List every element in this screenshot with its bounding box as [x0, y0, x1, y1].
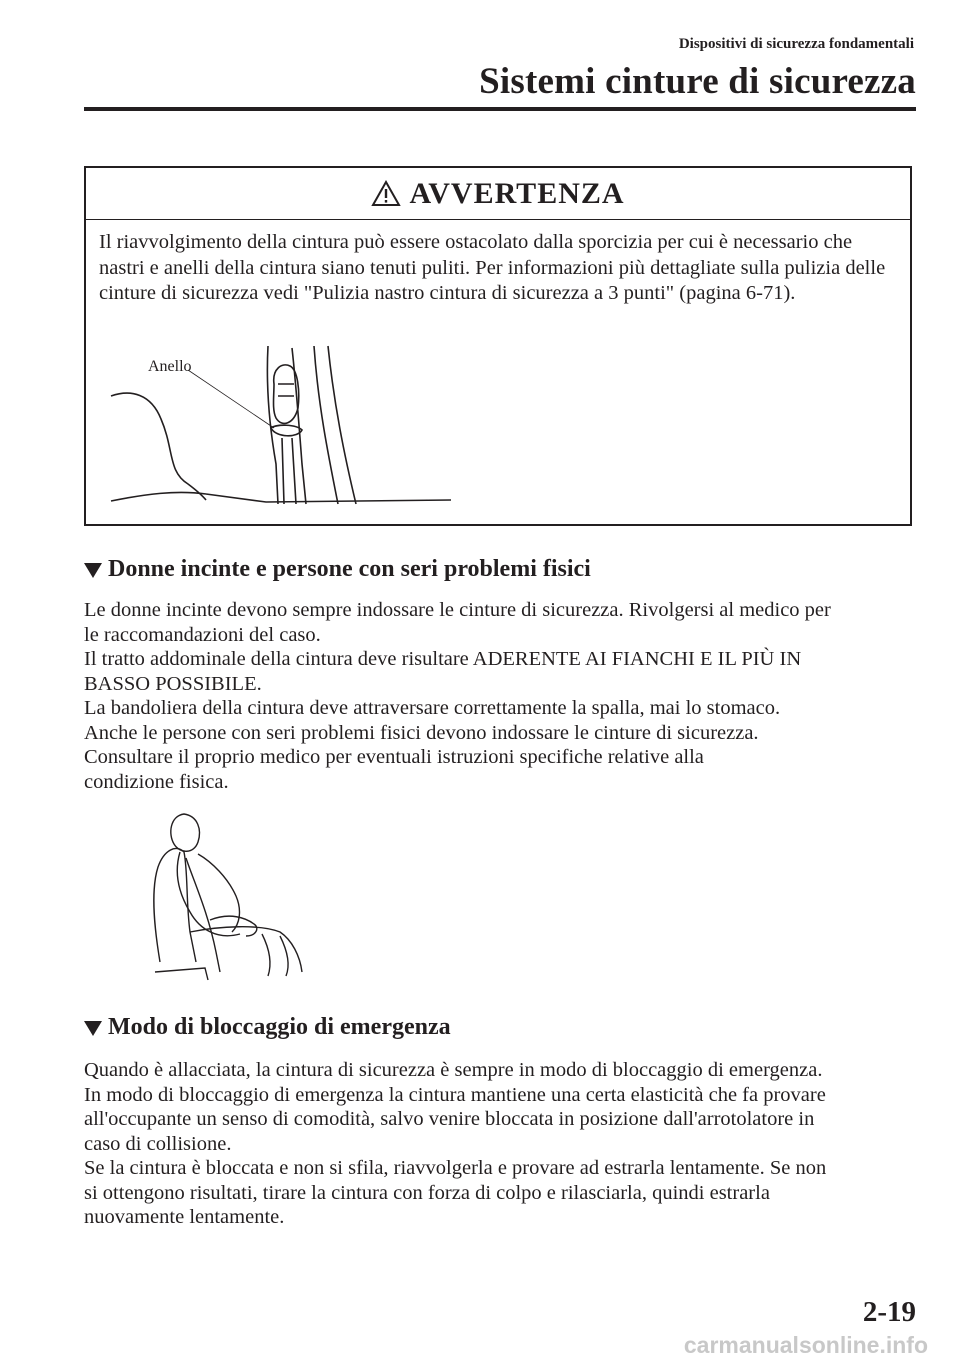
text-line: In modo di bloccaggio di emergenza la cintura mantiene una certa elasticità che fa provare [84, 1083, 826, 1106]
watermark: carmanualsonline.info [683, 1332, 928, 1358]
text-line: BASSO POSSIBILE. [84, 672, 262, 695]
section2-body [84, 1058, 924, 1230]
text-line: Anche le persone con seri problemi fisici devono indossare le cinture di sicurezza. [84, 721, 759, 744]
section1-body [84, 598, 924, 794]
page-number: 2-19 [862, 1296, 916, 1328]
section-heading-pregnant [84, 556, 591, 583]
warning-text: Il riavvolgimento della cintura può essere ostacolato dalla sporcizia per cui è necessario che nastri e anelli della cintura siano tenuti puliti. Per informazioni più dettagliate sulla pulizia delle cinture di sicurezza vedi "Pulizia nastro cintura di sicurezza a 3 punti" (pagina 6-71). [99, 231, 886, 304]
triangle-bullet-icon [84, 1021, 102, 1036]
warning-title: AVVERTENZA [409, 176, 625, 210]
text-line: Quando è allacciata, la cintura di sicurezza è sempre in modo di bloccaggio di emergenza. [84, 1059, 823, 1081]
text-line: all'occupante un senso di comodità, salvo venire bloccata in posizione dall'arrotolatore in [84, 1108, 815, 1130]
warning-header [86, 168, 910, 220]
text-line: Le donne incinte devono sempre indossare le cinture di sicurezza. Rivolgersi al medico per [84, 599, 831, 621]
header-subtitle: Dispositivi di sicurezza fondamentali [678, 36, 914, 52]
text-line: nuovamente lentamente. [84, 1206, 285, 1228]
text-line: Consultare il proprio medico per eventuali istruzioni specifiche relative alla [84, 746, 704, 768]
section-heading-emergency-lock [84, 1014, 451, 1041]
warning-triangle-icon [371, 180, 401, 207]
text-line: Se la cintura è bloccata e non si sfila, riavvolgerla e provare ad estrarla lentamente. Se non [84, 1157, 827, 1179]
page-title: Sistemi cinture di sicurezza [479, 61, 916, 102]
section-heading-text: Modo di bloccaggio di emergenza [108, 1014, 451, 1040]
warning-box [84, 166, 912, 526]
figure-label-anello: Anello [148, 358, 192, 375]
text-line: le raccomandazioni del caso. [84, 623, 321, 646]
text-line: condizione fisica. [84, 770, 229, 793]
seatbelt-anchor-illustration [106, 344, 466, 506]
text-line: si ottengono risultati, tirare la cintura con forza di colpo e rilasciarla, quindi estrarla [84, 1181, 770, 1204]
triangle-bullet-icon [84, 563, 102, 578]
text-line: caso di collisione. [84, 1132, 232, 1155]
header-divider [84, 107, 916, 111]
section-heading-text: Donne incinte e persone con seri problemi fisici [108, 556, 591, 582]
text-line: La bandoliera della cintura deve attraversare correttamente la spalla, mai lo stomaco. [84, 697, 781, 719]
pregnant-woman-illustration [150, 812, 310, 982]
text-line: Il tratto addominale della cintura deve risultare ADERENTE AI FIANCHI E IL PIÙ IN [84, 648, 802, 670]
